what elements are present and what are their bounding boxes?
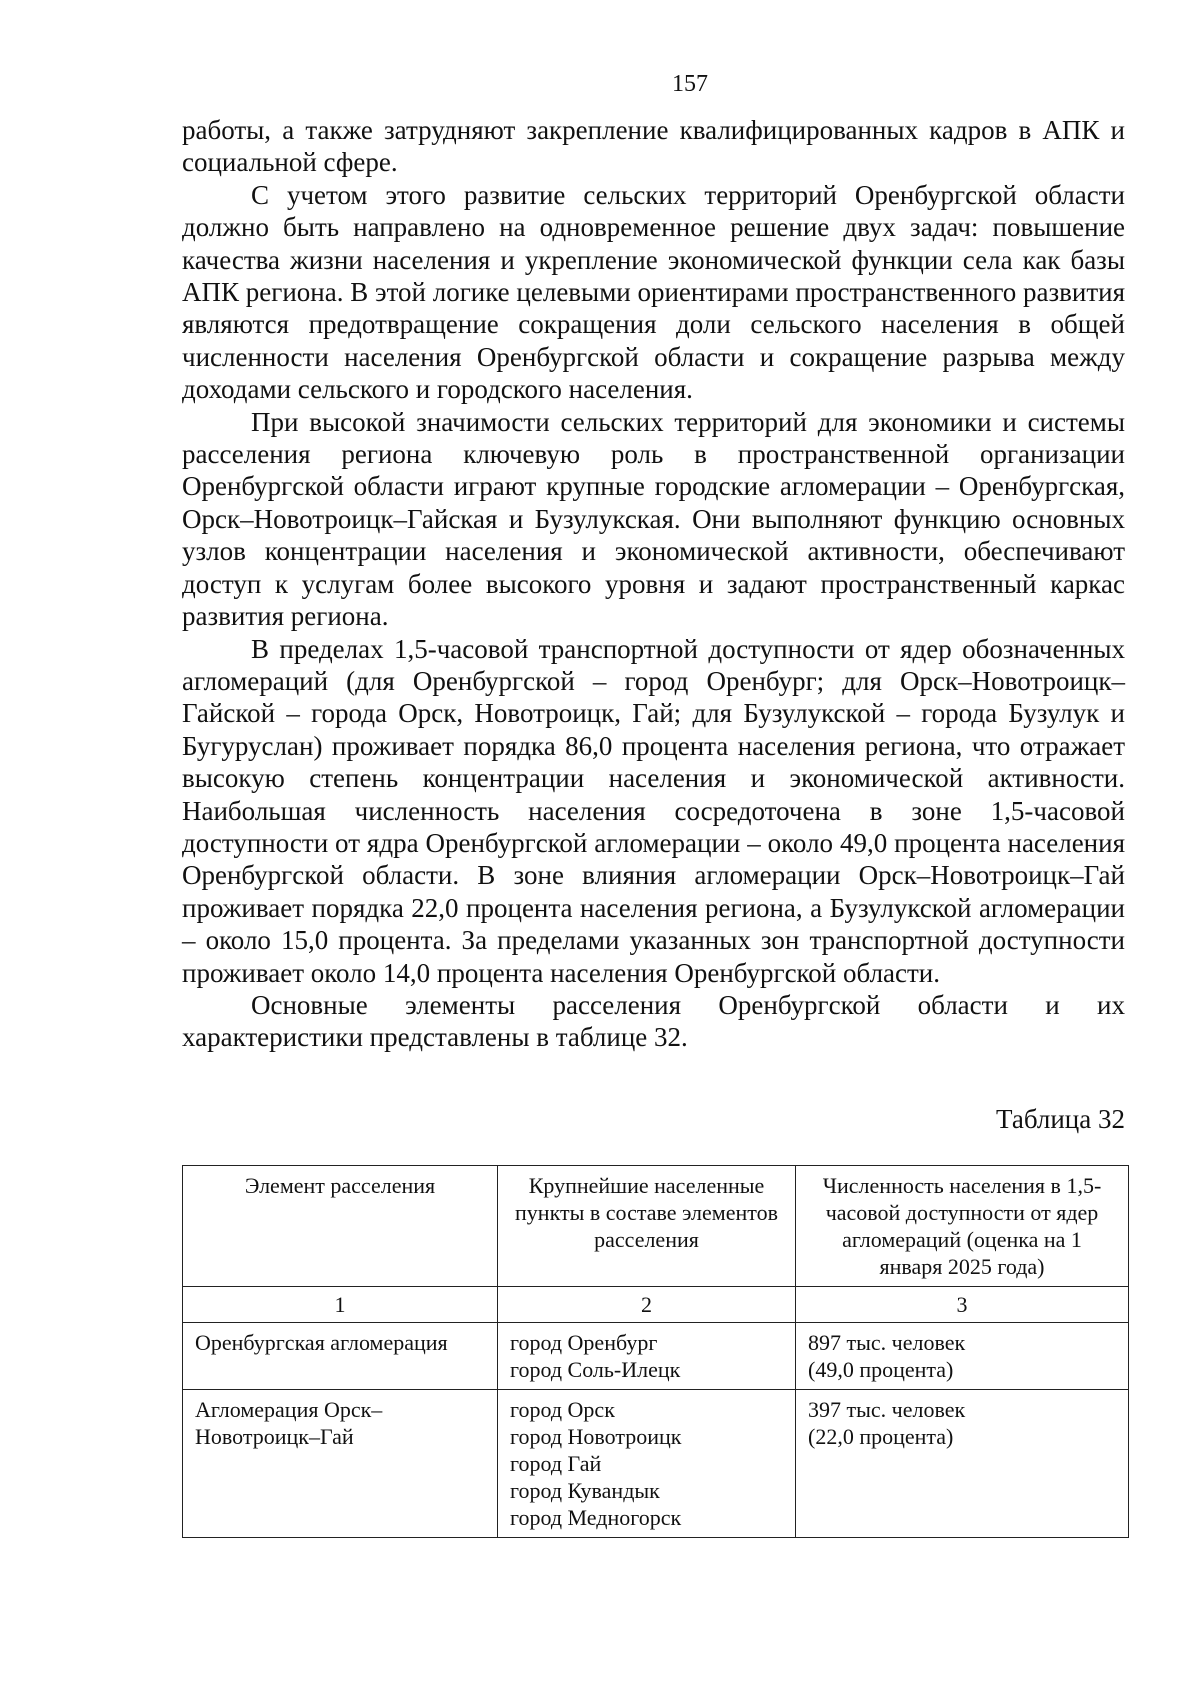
settlement-name: город Кувандык [510,1478,660,1503]
column-number: 2 [498,1287,796,1323]
table-row [183,1390,1129,1538]
column-number-row [183,1287,1129,1323]
population-cell [796,1323,1129,1390]
settlement-name: город Соль-Илецк [510,1357,681,1382]
column-number: 3 [796,1287,1129,1323]
header-element: Элемент расселения [183,1166,498,1287]
settlement-name: город Новотроицк [510,1424,682,1449]
column-number: 1 [183,1287,498,1323]
paragraph: С учетом этого развитие сельских территорий Оренбургской области должно быть направлено на одновременное решение двух задач: повышение качества жизни населения и укрепление экономической функции села как базы АПК региона. В этой логике целевыми ориентирами пространственного развития являются предотвращение сокращения доли сельского населения в общей численности населения Оренбургской области и сокращение разрыва между доходами сельского и городского населения. [182,179,1125,405]
element-cell: Оренбургская агломерация [183,1323,498,1390]
table-header-row [183,1166,1129,1287]
population-value: 897 тыс. человек [808,1330,966,1355]
header-settlements: Крупнейшие населенные пункты в составе элементов расселения [498,1166,796,1287]
settlement-name: город Оренбург [510,1330,658,1355]
population-share: (22,0 процента) [808,1424,954,1449]
paragraph: работы, а также затрудняют закрепление квалифицированных кадров в АПК и социальной сфере. [182,115,1125,178]
paragraph: Основные элементы расселения Оренбургской области и их характеристики представлены в таблице 32. [182,989,1125,1053]
population-share: (49,0 процента) [808,1357,954,1382]
population-value: 397 тыс. человек [808,1397,966,1422]
settlements-cell [498,1323,796,1390]
element-cell: Агломерация Орск–Новотроицк–Гай [183,1390,498,1538]
table-caption: Таблица 32 [996,1104,1125,1134]
paragraph: При высокой значимости сельских территорий для экономики и системы расселения региона ключевую роль в пространственной организации Оренбургской области играют крупные городские агломерации – Оренбургская, Орск–Новотроицк–Гайская и Бузулукская. Они выполняют функцию основных узлов концентрации населения и экономической активности, обеспечивают доступ к услугам более высокого уровня и задают пространственный каркас развития региона. [182,406,1125,632]
table-row [183,1323,1129,1390]
settlement-name: город Медногорск [510,1505,682,1530]
body-text [182,114,1125,1054]
settlement-name: город Орск [510,1397,615,1422]
settlement-table [182,1165,1129,1538]
population-cell [796,1390,1129,1538]
settlement-name: город Гай [510,1451,602,1476]
page-number: 157 [672,71,708,97]
header-population: Численность населения в 1,5-часовой доступности от ядер агломераций (оценка на 1 января 2025 года) [796,1166,1129,1287]
paragraph: В пределах 1,5-часовой транспортной доступности от ядер обозначенных агломераций (для Оренбургской – город Оренбург; для Орск–Новотроицк–Гайской – города Орск, Новотроицк, Гай; для Бузулукской – города Бузулук и Бугуруслан) проживает порядка 86,0 процента населения региона, что отражает высокую степень концентрации населения и экономической активности. Наибольшая численность населения сосредоточена в зоне 1,5-часовой доступности от ядра Оренбургской агломерации – около 49,0 процента населения Оренбургской области. В зоне влияния агломерации Орск–Новотроицк–Гай проживает порядка 22,0 процента населения региона, а Бузулукской агломерации – около 15,0 процента. За пределами указанных зон транспортной доступности проживает около 14,0 процента населения Оренбургской области. [182,633,1125,988]
settlements-cell [498,1390,796,1538]
